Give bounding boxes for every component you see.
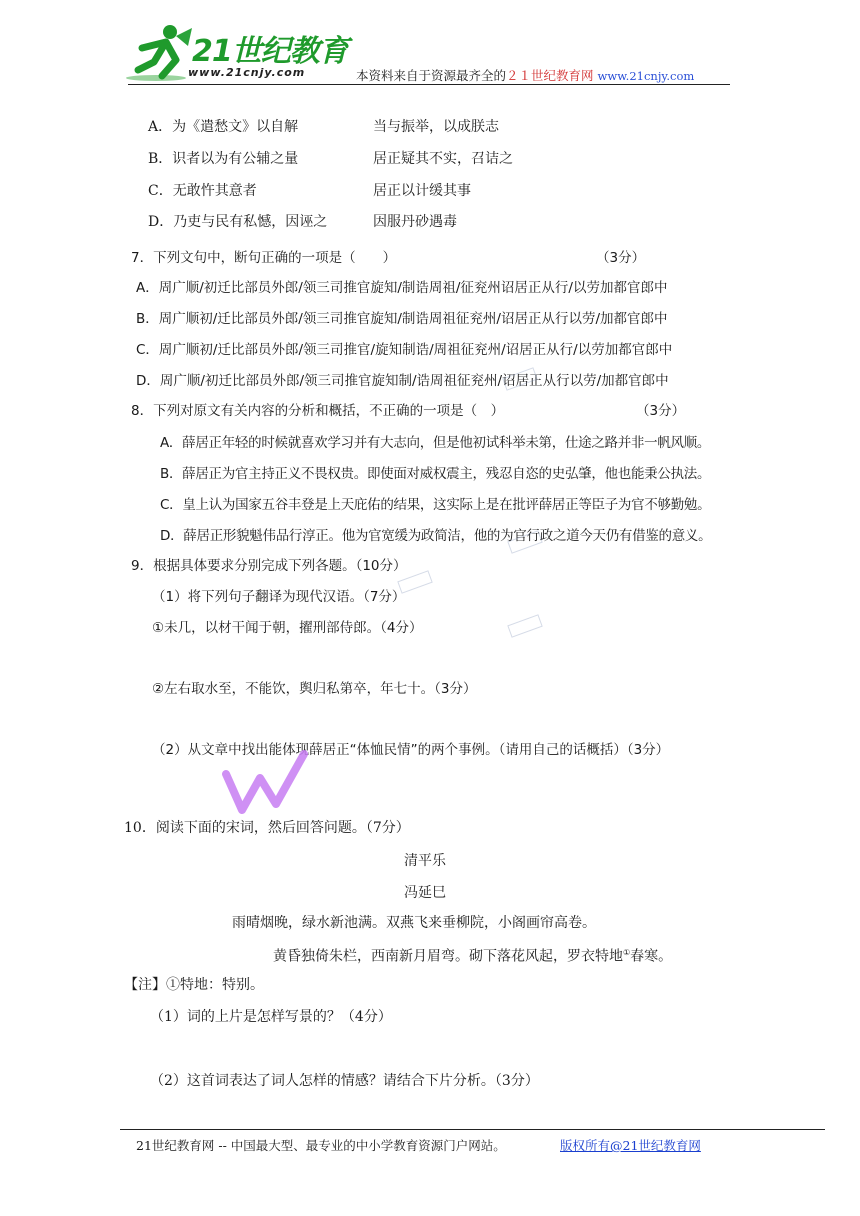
q7-score: （3分） <box>596 250 646 266</box>
q6-option-a-right: 当与振举，以成朕志 <box>373 119 499 135</box>
q8-score: （3分） <box>636 403 686 419</box>
q8-stem: 8．下列对原文有关内容的分析和概括，不正确的一项是（ ） <box>131 403 505 419</box>
q8-option-d: D．薛居正形貌魁伟品行淳正。他为官宽缓为政简洁，他的为官行政之道今天仍有借鉴的意义。 <box>160 528 712 544</box>
q9-sub1: （1）将下列句子翻译为现代汉语。（7分） <box>152 589 406 605</box>
poem-line-2-end: 春寒。 <box>630 948 673 965</box>
q10-sub2: （2）这首词表达了词人怎样的情感？请结合下片分析。（3分） <box>150 1073 539 1089</box>
footer-text: 21世纪教育网 -- 中国最大型、最专业的中小学教育资源门户网站。 <box>136 1138 506 1153</box>
q7-stem: 7．下列文句中，断句正确的一项是（ ） <box>131 250 397 266</box>
q7-option-d: D．周广顺/初迁比部员外郎/领三司推官旋知制/诰周祖征兖州/诏居正从行以劳/加都官郎中 <box>136 373 669 389</box>
q8-option-b: B．薛居正为官主持正义不畏权贵。即使面对威权震主，残忍自恣的史弘肇，他也能秉公执法。 <box>160 466 711 482</box>
q8-option-a: A．薛居正年轻的时候就喜欢学习并有大志向，但是他初试科举未第，仕途之路并非一帆风顺。 <box>160 435 711 451</box>
footer-copyright-link[interactable]: 版权所有@21世纪教育网 <box>560 1138 701 1153</box>
q7-option-c: C．周广顺初/迁比部员外郎/领三司推官/旋知制诰/周祖征兖州/诏居正从行/以劳加都官郎中 <box>136 342 673 358</box>
tagline-site[interactable]: ２１世纪教育网 <box>506 68 594 83</box>
header-tagline <box>356 67 694 85</box>
poem-author: 冯延巳 <box>404 885 446 901</box>
logo-url: www.21cnjy.com <box>188 66 306 79</box>
header-divider <box>128 84 730 85</box>
runner-logo-icon <box>126 20 196 82</box>
q9-stem: 9．根据具体要求分别完成下列各题。（10分） <box>131 558 407 574</box>
q6-option-b-right: 居正疑其不实，召诘之 <box>373 151 513 167</box>
footer-divider <box>120 1129 825 1130</box>
q6-option-c-left: C．无敢忤其意者 <box>148 183 257 199</box>
tagline-url[interactable]: www.21cnjy.com <box>597 69 695 83</box>
poem-note: 【注】①特地：特别。 <box>124 977 264 993</box>
poem-line-2 <box>273 944 672 966</box>
q9-sentence-2: ②左右取水至，不能饮，舆归私第卒，年七十。（3分） <box>152 681 477 697</box>
poem-title: 清平乐 <box>404 853 446 869</box>
tagline-prefix: 本资料来自于资源最齐全的 <box>356 68 507 83</box>
q6-option-d-right: 因服丹砂遇毒 <box>373 214 457 230</box>
q7-option-b: B．周广顺初/迁比部员外郎/领三司推官旋知/制诰周祖征兖州/诏居正从行以劳/加都官郎中 <box>136 311 668 327</box>
footnote-marker: ① <box>623 948 631 957</box>
logo-text: 21世纪教育 <box>192 34 348 69</box>
poem-line-2-main: 黄昏独倚朱栏，西南新月眉弯。砌下落花风起，罗衣特地 <box>273 948 623 965</box>
q9-sub2: （2）从文章中找出能体现薛居正“体恤民情”的两个事例。（请用自己的话概括）（3分） <box>152 742 670 758</box>
q6-option-c-right: 居正以计缓其事 <box>373 183 471 199</box>
q7-option-a: A．周广顺/初迁比部员外郎/领三司推官旋知/制诰周祖/征兖州诏居正从行/以劳加都官郎中 <box>136 280 668 296</box>
header-logo[interactable] <box>126 20 346 82</box>
q6-option-d-left: D．乃吏与民有私憾，因诬之 <box>148 214 328 230</box>
q8-option-c: C．皇上认为国家五谷丰登是上天庇佑的结果，这实际上是在批评薛居正等臣子为官不够勤勉。 <box>160 497 711 513</box>
q9-sentence-1: ①未几，以材干闻于朝，擢刑部侍郎。（4分） <box>152 620 423 636</box>
q6-option-b-left: B．识者以为有公辅之量 <box>148 151 299 167</box>
q6-option-a-left: A．为《遣愁文》以自解 <box>148 119 299 135</box>
poem-line-1: 雨晴烟晚，绿水新池满。双燕飞来垂柳院，小阁画帘高卷。 <box>232 915 596 931</box>
q10-sub1: （1）词的上片是怎样写景的？（4分） <box>150 1009 392 1025</box>
q10-stem: 10．阅读下面的宋词，然后回答问题。（7分） <box>124 820 410 836</box>
stamp-watermark-icon <box>505 612 545 642</box>
